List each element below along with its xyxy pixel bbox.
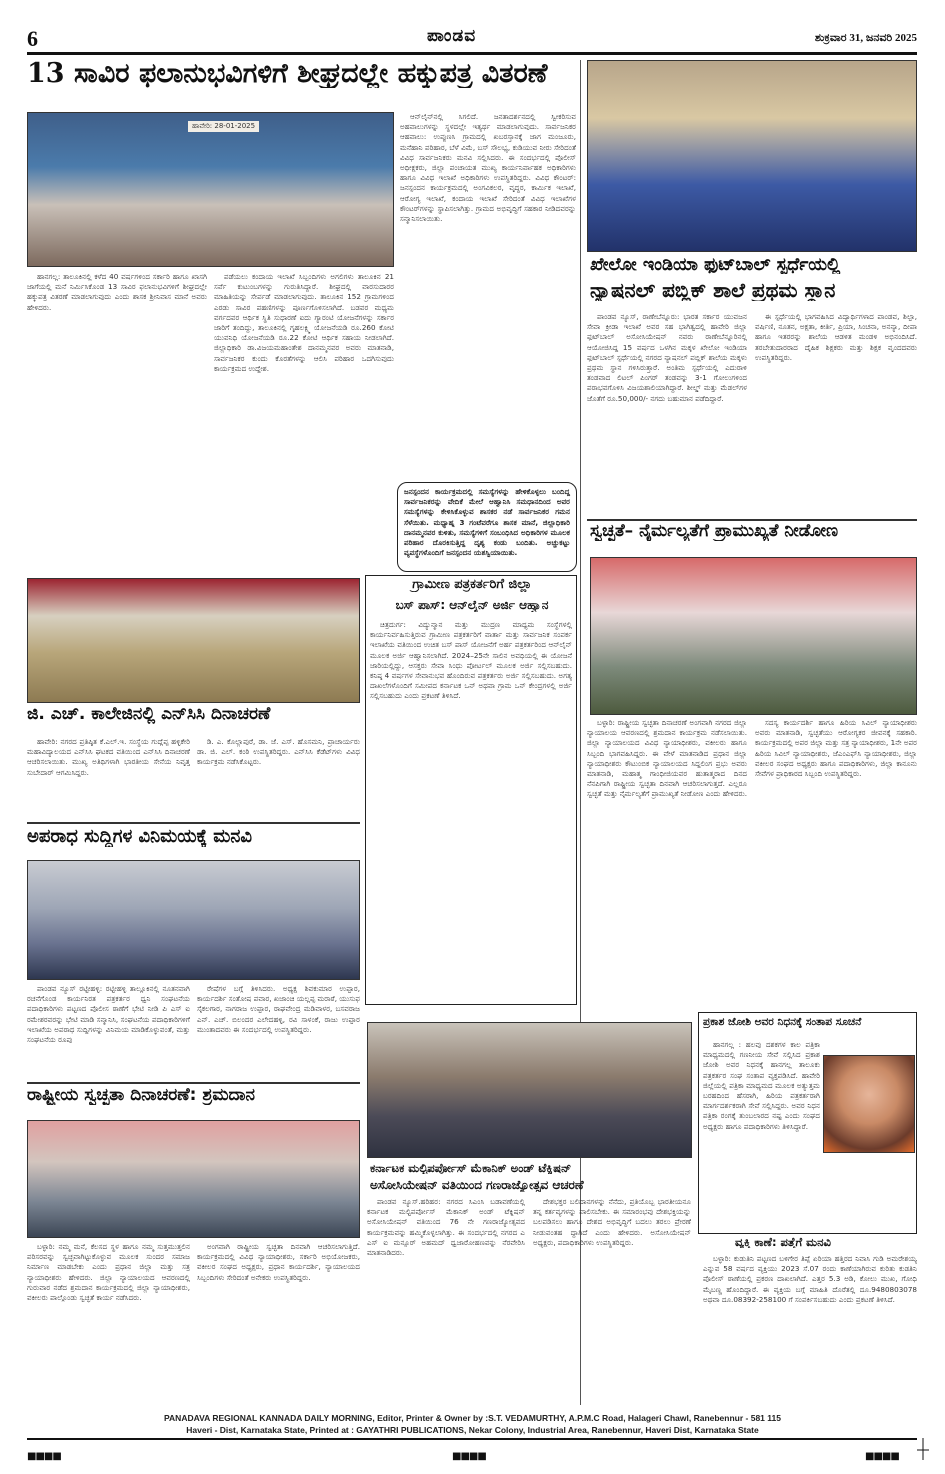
main-headline: 13 ಸಾವಿರ ಫಲಾನುಭವಿಗಳಿಗೆ ಶೀಘ್ರದಲ್ಲೇ ಹಕ್ಕುಪತ್ರ ವಿತರಣೆ	[27, 60, 548, 89]
ncc-headline: ಜಿ. ಎಚ್. ಕಾಲೇಜಿನಲ್ಲಿ ಎನ್‌ಸಿಸಿ ದಿನಾಚರಣೆ	[27, 706, 271, 724]
masthead-rule	[27, 52, 917, 55]
republic-day-body-col1	[367, 1197, 525, 1407]
republic-day-body-col2	[533, 1197, 691, 1407]
section-divider	[587, 519, 917, 521]
shramadana-body-col1	[27, 1242, 190, 1407]
ncc-body-col1	[27, 737, 190, 817]
issue-date: ಶುಕ್ರವಾರ 31, ಜನವರಿ 2025	[814, 32, 917, 44]
cleanliness-body-col2-text: ಸದಸ್ಯ ಕಾರ್ಯದರ್ಶಿ ಹಾಗೂ ಹಿರಿಯ ಸಿವಿಲ್ ನ್ಯಾಯಾಧೀಶರು ಅವರು ಮಾತನಾಡಿ, ಸ್ವಚ್ಛತೆಯು ಆರೋಗ್ಯಕರ ಜೀವನಕ್ಕೆ ಸಹಕಾರಿ. ಕಾರ್ಯಕ್ರಮದಲ್ಲಿ ಅಪರ ಜಿಲ್ಲಾ ಮತ್ತು ಸತ್ರ ನ್ಯಾಯಾಧೀಶರು, 1ನೇ ಅಪರ ಹಿರಿಯ ಸಿವಿಲ್ ನ್ಯಾಯಾಧೀಶರು, ಜೆಎಂಎಫ್‌ಸಿ ನ್ಯಾಯಾಧೀಶರು, ಜಿಲ್ಲಾ ವಕೀಲರ ಸಂಘದ ಅಧ್ಯಕ್ಷರು ಹಾಗೂ ಪದಾಧಿಕಾರಿಗಳು, ಜಿಲ್ಲಾ ಕಾನೂನು ಸೇವೆಗಳ ಪ್ರಾಧಿಕಾರದ ಸಿಬ್ಬಂದಿ ಉಪಸ್ಥಿತರಿದ್ದರು.	[755, 718, 917, 779]
cleanliness-body-col1-text: ಬಳ್ಳಾರಿ: ರಾಷ್ಟ್ರೀಯ ಸ್ವಚ್ಛತಾ ದಿನಾಚರಣೆ ಅಂಗವಾಗಿ ನಗರದ ಜಿಲ್ಲಾ ನ್ಯಾಯಾಲಯ ಆವರಣದಲ್ಲಿ ಶ್ರಮದಾನ ಕಾರ್ಯಕ್ರಮ ನಡೆಸಲಾಯಿತು. ಜಿಲ್ಲಾ ನ್ಯಾಯಾಲಯದ ವಿವಿಧ ನ್ಯಾಯಾಧೀಶರು, ವಕೀಲರು ಹಾಗೂ ಸಿಬ್ಬಂದಿ ಭಾಗವಹಿಸಿದ್ದರು. ಈ ವೇಳೆ ಮಾತನಾಡಿದ ಪ್ರಧಾನ ಜಿಲ್ಲಾ ನ್ಯಾಯಾಧೀಶರು ಕೌಟುಂಬಿಕ ನ್ಯಾಯಾಲಯದ ಸಿದ್ದಲಿಂಗ ಪ್ರಭು ಅವರು ಮಾತನಾಡಿ, ಮಹಾತ್ಮ ಗಾಂಧೀಜಿಯವರ ಹುತಾತ್ಮರಾದ ದಿನದ ನೆನಪಿಗಾಗಿ ರಾಷ್ಟ್ರೀಯ ಸ್ವಚ್ಛತಾ ದಿನವಾಗಿ ಆಚರಿಸಲಾಗುತ್ತದೆ. ಎಲ್ಲರೂ ಸ್ವಚ್ಛತೆ ಮತ್ತು ನೈರ್ಮಲ್ಯತೆಗೆ ಪ್ರಾಮುಖ್ಯತೆ ನೀಡೋಣ ಎಂದು ಹೇಳಿದರು.	[587, 718, 747, 799]
crime-news-photo	[27, 860, 360, 980]
condolence-body	[703, 1040, 820, 1160]
main-article-col3	[400, 112, 576, 480]
newspaper-name: ಪಾಂಡವ	[427, 26, 477, 46]
main-article-col3-text: ಆನ್‌ಲೈನ್‌ನಲ್ಲಿ ಸಿಗಲಿದೆ. ಜನತಾದರ್ಶನದಲ್ಲಿ ಸ್ವೀಕರಿಸುವ ಅಹವಾಲುಗಳನ್ನು ಸ್ಥಳದಲ್ಲೇ ಇತ್ಯರ್ಥ ಮಾಡಲಾಗುವುದು. ಸಾರ್ವಜನಿಕರ ಆಹವಾಲು: ಉಪ್ಪುಣಸಿ ಗ್ರಾಮದಲ್ಲಿ ಖಬರಸ್ತಾನಕ್ಕೆ ಜಾಗ ಮಂಜೂರು, ಮನೆಹಾನಿ ಪರಿಹಾರ, ಬೆಳೆ ವಿಮೆ, ಬಸ್ ಸೌಲಭ್ಯ, ಕುಡಿಯುವ ನೀರು ಸೇರಿದಂತೆ ವಿವಿಧ ಸಾರ್ವಜನಿಕರು ಮನವಿ ಸಲ್ಲಿಸಿದರು. ಈ ಸಂದರ್ಭದಲ್ಲಿ ಪೊಲೀಸ್ ಅಧೀಕ್ಷಕರು, ಜಿಲ್ಲಾ ಪಂಚಾಯತ ಮುಖ್ಯ ಕಾರ್ಯನಿರ್ವಾಹಕ ಅಧಿಕಾರಿಗಳು ಹಾಗೂ ವಿವಿಧ ಇಲಾಖೆ ಅಧಿಕಾರಿಗಳು ಉಪಸ್ಥಿತರಿದ್ದರು. ವಿವಿಧ ಕೌಂಟರ್: ಜನಸ್ಪಂದನ ಕಾರ್ಯಕ್ರಮದಲ್ಲಿ ಅಂಗವಿಕಲರ, ವೃದ್ಧರ, ಕಾರ್ಮಿಕ ಇಲಾಖೆ, ಆರೋಗ್ಯ ಇಲಾಖೆ, ಕಂದಾಯ ಇಲಾಖೆ ಸೇರಿದಂತೆ ವಿವಿಧ ಇಲಾಖೆಗಳ ಕೌಂಟರ್‌ಗಳನ್ನು ಸ್ಥಾಪಿಸಲಾಗಿತ್ತು. ಗ್ರಾಮದ ಅಭಿವೃದ್ಧಿಗೆ ಸಹಕಾರ ನೀಡಿದವರನ್ನು ಸನ್ಮಾನಿಸಲಾಯಿತು.	[400, 112, 576, 224]
missing-person-body-text: ಬಳ್ಳಾರಿ: ಕುಡುತಿನಿ ಪಟ್ಟಣದ ಬಳಿಗೇರ ತಿಪ್ಪೆ ಏರಿಯಾ ಹತ್ತಿರದ ನಿವಾಸಿ ಗುಡಿ ಅಮರೇಶಯ್ಯ ಎನ್ನುವ 58 ವರ್ಷದ ವ್ಯಕ್ತಿಯು 2023 ಸೆ.07 ರಂದು ಕಾಣೆಯಾಗಿರುವ ಕುರಿತು ಕುಡತಿನಿ ಪೊಲೀಸ್ ಠಾಣೆಯಲ್ಲಿ ಪ್ರಕರಣ ದಾಖಲಾಗಿದೆ. ಎತ್ತರ 5.3 ಅಡಿ, ಕೋಲು ಮುಖ, ಗೋಧಿ ಮೈಬಣ್ಣ ಹೊಂದಿದ್ದಾರೆ. ಈ ವ್ಯಕ್ತಿಯ ಬಗ್ಗೆ ಮಾಹಿತಿ ದೊರೆತಲ್ಲಿ ದೂ.9480803078 ಅಥವಾ ದೂ.08392-258100 ಗೆ ಸಂಪರ್ಕಿಸಬಹುದು ಎಂದು ಪ್ರಕಟಣೆ ತಿಳಿಸಿದೆ.	[703, 1254, 917, 1304]
ncc-group-photo	[27, 578, 360, 703]
crop-mark-icon	[917, 1438, 929, 1460]
main-article-col2-text: ಪಡೆಯಲು ಕಂದಾಯ ಇಲಾಖೆ ಸಿಬ್ಬಂದಿಗಳು ಅಗಲಿಗಳು ತಾಲೂಕಿನ 21 ಸರ್ವೆ ಕುಟುಂಬಗಳನ್ನು ಗುರುತಿಸಿದ್ದಾರೆ. ಶೀಘ್ರದಲ್ಲಿ ವಾರಸುದಾರರ ಮಾಹಿತಿಯನ್ನು ಸೇರ್ಪಡೆ ಮಾಡಲಾಗುವುದು. ತಾಲೂಕಿನ 152 ಗ್ರಾಮಗಳಿಂದ ಎರಡು ಸಾವಿರ ಪಹಣಿಗಳನ್ನು ಪೂರ್ಣಗೊಳಿಸಲಾಗಿದೆ. ಬಡವರ ಮಧ್ಯಮ ವರ್ಗದವರ ಆರ್ಥಿಕ ಸ್ಥಿತಿ ಸುಧಾರಣೆ ಐದು ಗ್ಯಾರಂಟಿ ಯೋಜನೆಗಳನ್ನು ಸರ್ಕಾರ ಜಾರಿಗೆ ತಂದಿದ್ದು, ತಾಲೂಕಿನಲ್ಲಿ ಗೃಹಲಕ್ಷ್ಮಿ ಯೋಜನೆಯಡಿ ರೂ.260 ಕೋಟಿ ಯುವನಿಧಿ ಯೋಜನೆಯಡಿ ರೂ.22 ಕೋಟಿ ಆರ್ಥಿಕ ಸಹಾಯ ನೀಡಲಾಗಿದೆ. ಜಿಲ್ಲಾಧಿಕಾರಿ ಡಾ.ವಿಜಯಮಹಾಂತೇಶ ದಾನಮ್ಮನವರ ಅವರು ಮಾತನಾಡಿ, ಸಾರ್ವಜನಿಕರ ಕುಂದು ಕೊರತೆಗಳನ್ನು ಆಲಿಸಿ ಪರಿಹಾರ ಒದಗಿಸುವುದು ಕಾರ್ಯಕ್ರಮದ ಉದ್ದೇಶ.	[214, 272, 394, 373]
crime-news-body-col1	[27, 984, 190, 1079]
shramadana-photo	[27, 1120, 360, 1238]
football-team-photo	[587, 60, 917, 252]
cleanliness-photo	[590, 557, 917, 715]
cleanliness-body-col1	[587, 718, 747, 1008]
registration-mark-center: ■■■■	[452, 1451, 486, 1462]
page-number: 6	[27, 26, 38, 51]
imprint-line1: PANADAVA REGIONAL KANNADA DAILY MORNING, Editor, Printer & Owner by :S.T. VEDAMURTHY, A.P.M.C Road, Halageri Chawl, Ranebennur - 581 115	[164, 1413, 781, 1423]
republic-day-body-col1-text: ಪಾಂಡವ ನ್ಯೂಸ್.ಹರಿಹರ: ನಗರದ ಸಿಎಂಸಿ ಬಡಾವಣೆಯಲ್ಲಿ ಕರ್ನಾಟಕ ಮಲ್ಟಿಪರ್ಪೋಸ್ ಮೆಕಾನಿಕ್ ಅಂಡ್ ಟೆಕ್ನಿಷನ್ ಅಸೋಸಿಯೇಷನ್ ವತಿಯಿಂದ 76 ನೇ ಗಣರಾಜ್ಯೋತ್ಸವದ ಕಾರ್ಯಕ್ರಮವನ್ನು ಹಮ್ಮಿಕೊಳ್ಳಲಾಗಿತ್ತು. ಈ ಸಂದರ್ಭದಲ್ಲಿ ನಗರದ ಎ ಎಸ್ ಐ ಮನ್ಸೂರ್ ಅಹಮದ್ ಧ್ವಜಾರೋಹಣವನ್ನು ನೆರವೇರಿಸಿ ಮಾತನಾಡಿದರು.	[367, 1197, 525, 1258]
ncc-body-col1-text: ಹಾವೇರಿ: ನಗರದ ಪ್ರತಿಷ್ಠಿತ ಕೆ.ಎಲ್.ಇ. ಸಂಸ್ಥೆಯ ಗುದ್ಲೆಪ್ಪ ಹಳ್ಳಿಕೇರಿ ಮಹಾವಿದ್ಯಾಲಯದ ಎನ್‌ಸಿಸಿ ಘಟಕದ ವತಿಯಿಂದ ಎನ್‌ಸಿಸಿ ದಿನಾಚರಣೆ ಆಚರಿಸಲಾಯಿತು. ಮುಖ್ಯ ಅತಿಥಿಗಳಾಗಿ ಭಾರತೀಯ ಸೇನೆಯ ನಿವೃತ್ತ ಸುಬೇದಾರ್ ಆಗಮಿಸಿದ್ದರು.	[27, 737, 190, 777]
photo-banner-date: ಹಾವೇರಿ: 28-01-2025	[188, 121, 259, 132]
main-article-boxed-note	[397, 482, 577, 572]
main-article-lead: ಹಾನಗಲ್ಲ: ತಾಲೂಕಿನಲ್ಲಿ ಕಳೆದ 40 ವರ್ಷಗಳಿಂದ ಸರ್ಕಾರಿ ಹಾಗೂ ಖಾಸಗಿ ಜಾಗೆಯಲ್ಲಿ ಮನೆ ನಿರ್ಮಿಸಿಕೊಂಡ 13 ಸಾವಿರ ಫಲಾನುಭವಿಗಳಿಗೆ ಶೀಘ್ರದಲ್ಲೇ ಹಕ್ಕುಪತ್ರ ವಿತರಣೆ ಮಾಡಲಾಗುವುದು ಎಂದು ಶಾಸಕ ಶ್ರೀನಿವಾಸ ಮಾನೆ ಅವರು ಹೇಳಿದರು.	[27, 272, 207, 312]
condolence-headline: ಪ್ರಕಾಶ ಜೋಶಿ ಅವರ ನಿಧನಕ್ಕೆ ಸಂತಾಪ ಸೂಚನೆ	[703, 1017, 862, 1028]
main-article-col1	[27, 272, 207, 502]
bus-pass-headline-line2: ಬಸ್ ಪಾಸ್: ಆನ್‌ಲೈನ್ ಅರ್ಜಿ ಆಹ್ವಾನ	[395, 599, 549, 612]
crime-news-body-col1-text: ಪಾಂಡವ ನ್ಯೂಸ್ ರಟ್ಟೀಹಳ್ಳಿ: ರಟ್ಟೀಹಳ್ಳಿ ತಾಲ್ಲೂಕಿನಲ್ಲಿ ನೂತನವಾಗಿ ರಚನೆಗೊಂಡ ಕಾರ್ಯನಿರತ ಪತ್ರಕರ್ತರ ಧ್ವನಿ ಸಂಘಟನೆಯ ಪದಾಧಿಕಾರಿಗಳು ಪಟ್ಟಣದ ಪೊಲೀಸ ಠಾಣೆಗೆ ಭೇಟಿ ನೀಡಿ ಪಿ ಎಸ್ ಐ ರಮೇಶರವರನ್ನು ಭೇಟಿ ಮಾಡಿ ಸನ್ಮಾನಿಸಿ, ಸಂಘಟನೆಯ ಪದಾಧಿಕಾರಿಗಳಿಗೆ ಇಲಾಖೆಯ ಅಪರಾಧ ಸುದ್ದಿಗಳನ್ನು ವಿನಿಮಯ ಮಾಡಿಕೊಳ್ಳುವಂತೆ, ಮತ್ತು ಸಂಘಟನೆಯ ರೂಪು	[27, 984, 190, 1045]
crime-news-body-col2	[197, 984, 360, 1079]
footer-rule	[27, 1438, 917, 1440]
section-divider	[27, 1082, 360, 1084]
football-body-col2-text: ಈ ಸ್ಪರ್ಧೆಯಲ್ಲಿ ಭಾಗವಹಿಸಿದ ವಿದ್ಯಾರ್ಥಿಗಳಾದ ಪಾಂಡವ, ಶಿಲ್ಪಾ, ವರ್ಷಿಣಿ, ನೂತನ, ಅಕ್ಷತಾ, ಕೀರ್ತಿ, ಪ್ರಿಯಾ, ಸಿಂಚನಾ, ಅನನ್ಯಾ, ದೀಪಾ ಹಾಗೂ ಇತರರನ್ನು ಶಾಲೆಯ ಆಡಳಿತ ಮಂಡಳಿ ಅಭಿನಂದಿಸಿದೆ. ತರಬೇತುದಾರರಾದ ದೈಹಿಕ ಶಿಕ್ಷಕರು ಮತ್ತು ಶಿಕ್ಷಕ ವೃಂದದವರು ಉಪಸ್ಥಿತರಿದ್ದರು.	[755, 312, 917, 362]
masthead	[27, 26, 917, 51]
main-article-photo	[27, 112, 394, 267]
condolence-body-text: ಹಾನಗಲ್ಲ : ಹಲವು ದಶಕಗಳ ಕಾಲ ಪತ್ರಿಕಾ ಮಾಧ್ಯಮದಲ್ಲಿ ಗಣನೀಯ ಸೇವೆ ಸಲ್ಲಿಸಿದ ಪ್ರಕಾಶ ಜೋಶಿ ಅವರ ನಿಧನಕ್ಕೆ ಹಾನಗಲ್ಲ ತಾಲೂಕು ಪತ್ರಕರ್ತರ ಸಂಘ ಸಂತಾಪ ವ್ಯಕ್ತಪಡಿಸಿದೆ. ಹಾವೇರಿ ಜಿಲ್ಲೆಯಲ್ಲಿ ಪತ್ರಿಕಾ ಮಾಧ್ಯಮದ ಮೂಲಕ ಅತ್ಯುತ್ತಮ ಬರಹದಿಂದ ಹೆಸರಾಗಿ, ಹಿರಿಯ ಪತ್ರಕರ್ತರಾಗಿ ಮಾರ್ಗದರ್ಶಕರಾಗಿ ಸೇವೆ ಸಲ್ಲಿಸಿದ್ದರು. ಅವರ ನಿಧನ ಪತ್ರಿಕಾ ರಂಗಕ್ಕೆ ತುಂಬಲಾರದ ನಷ್ಟ ಎಂದು ಸಂಘದ ಅಧ್ಯಕ್ಷರು ಹಾಗೂ ಪದಾಧಿಕಾರಿಗಳು ತಿಳಿಸಿದ್ದಾರೆ.	[703, 1040, 820, 1131]
main-article-col2	[214, 272, 394, 572]
ncc-body-col2-text: ಡಿ. ಎ. ಕೊಲ್ಲಾಪುರೆ, ಡಾ. ಜೆ. ಎಸ್. ಹೊಸಮನಿ, ಪ್ರಾಚಾರ್ಯರು ಡಾ. ಜಿ. ಎಲ್. ಕಂಠಿ ಉಪಸ್ಥಿತರಿದ್ದರು. ಎನ್‌ಸಿಸಿ ಕೆಡೆಟ್‌ಗಳು ವಿವಿಧ ಕಾರ್ಯಕ್ರಮ ನಡೆಸಿಕೊಟ್ಟರು.	[197, 737, 360, 767]
football-body-col2	[755, 312, 917, 517]
section-divider	[27, 822, 360, 824]
republic-day-headline-line2: ಅಸೋಸಿಯೇಷನ್ ವತಿಯಿಂದ ಗಣರಾಜ್ಯೋತ್ಸವ ಆಚರಣೆ	[370, 1179, 584, 1192]
republic-day-photo	[367, 1022, 692, 1158]
football-body-col1-text: ಪಾಂಡವ ನ್ಯೂಸ್, ರಾಣೇಬೆನ್ನೂರು: ಭಾರತ ಸರ್ಕಾರ ಯುವಜನ ಸೇವಾ ಕ್ರೀಡಾ ಇಲಾಖೆ ಅವರ ಸಹ ಭಾಗಿತ್ವದಲ್ಲಿ ಹಾವೇರಿ ಜಿಲ್ಲಾ ಫುಟ್‌ಬಾಲ್ ಅಸೋಸಿಯೇಷನ್ ನವರು ರಾಣೇಬೆನ್ನೂರಿನಲ್ಲಿ ಆಯೋಜಿಸಿದ್ದ 15 ವರ್ಷದ ಒಳಗಿನ ಮಕ್ಕಳ ಖೇಲೋ ಇಂಡಿಯಾ ಫುಟ್‌ಬಾಲ್ ಸ್ಪರ್ಧೆಯಲ್ಲಿ ನಗರದ ನ್ಯಾಷನಲ್ ಪಬ್ಲಿಕ್ ಶಾಲೆಯ ಮಕ್ಕಳು ಪ್ರಥಮ ಸ್ಥಾನ ಗಳಿಸಿರುತ್ತಾರೆ. ಅಂತಿಮ ಸ್ಪರ್ಧೆಯಲ್ಲಿ ಎದುರಾಳಿ ತಂಡವಾದ ಲಿಟಲ್ ಪಿಂಗರ್ ತಂಡವನ್ನು 3-1 ಗೋಲುಗಳಿಂದ ಪರಾಭವಗೊಳಿಸಿ ವಿಜಯಶಾಲಿಯಾಗಿದ್ದಾರೆ. ಶೀಲ್ಡ್ ಮತ್ತು ಮೆಡಲ್‌ಗಳ ಜೊತೆಗೆ ರೂ.50,000/- ನಗದು ಬಹುಮಾನ ಪಡೆದಿದ್ದಾರೆ.	[587, 312, 747, 403]
shramadana-body-col1-text: ಬಳ್ಳಾರಿ: ನಮ್ಮ ಮನೆ, ಕೆಲಸದ ಸ್ಥಳ ಹಾಗೂ ನಮ್ಮ ಸುತ್ತಮುತ್ತಲಿನ ಪರಿಸರವನ್ನು ಸ್ವಚ್ಛವಾಗಿಟ್ಟುಕೊಳ್ಳುವ ಮೂಲಕ ಸುಂದರ ಸಮಾಜ ನಿರ್ಮಾಣ ಮಾಡಬೇಕು ಎಂದು ಪ್ರಧಾನ ಜಿಲ್ಲಾ ಮತ್ತು ಸತ್ರ ನ್ಯಾಯಾಧೀಶರು ಹೇಳಿದರು. ಜಿಲ್ಲಾ ನ್ಯಾಯಾಲಯದ ಆವರಣದಲ್ಲಿ ಗುರುವಾರ ನಡೆದ ಶ್ರಮದಾನ ಕಾರ್ಯಕ್ರಮದಲ್ಲಿ ಜಿಲ್ಲಾ ನ್ಯಾಯಾಧೀಶರು, ವಕೀಲರು ಪಾಲ್ಗೊಂಡು ಸ್ವಚ್ಛತೆ ಕಾರ್ಯ ನಡೆಸಿದರು.	[27, 1242, 190, 1303]
shramadana-body-col2	[197, 1242, 360, 1407]
bus-pass-headline-line1: ಗ್ರಾಮೀಣ ಪತ್ರಕರ್ತರಿಗೆ ಜಿಲ್ಲಾ	[412, 578, 532, 592]
imprint-line2: Haveri - Dist, Karnataka State, Printed at : GAYATHRI PUBLICATIONS, Nekar Colony, Industrial Area, Ranebennur, Haveri Dist, Karnataka State	[186, 1425, 759, 1435]
ncc-body-col2	[197, 737, 360, 817]
boxed-note-text: ಜನಸ್ಪಂದನ ಕಾರ್ಯಕ್ರಮದಲ್ಲಿ ಸಮಸ್ಯೆಗಳನ್ನು ಹೇಳಿಕೊಳ್ಳಲು ಬಂದಿದ್ದ ಸಾರ್ವಜನಿಕರನ್ನು ವೇದಿಕೆ ಮೇಲೆ ಆಹ್ವಾನಿಸಿ ಸಮಧಾನದಿಂದ ಅವರ ಸಮಸ್ಯೆಗಳನ್ನು ಕೇಳಿಸಿಕೊಳ್ಳುವ ಶಾಸಕರ ನಡೆ ಸಾರ್ವಜನಿಕರ ಗಮನ ಸೆಳೆಯಿತು. ಮಧ್ಯಾಹ್ನ 3 ಗಂಟೆವರೆಗೂ ಶಾಸಕ ಮಾನೆ, ಜಿಲ್ಲಾಧಿಕಾರಿ ದಾನಮ್ಮನವರ ಕುಳಿತು, ಸಮಸ್ಯೆಗಳಿಗೆ ಸಂಬಂಧಿಸಿದ ಅಧಿಕಾರಿಗಳ ಮೂಲಕ ಪರಿಹಾರ ದೊರಕಿಸುತ್ತಿದ್ದ ದೃಶ್ಯ ಕಂಡು ಬಂದಿತು. ಅಚ್ಚುಕಟ್ಟು ವ್ಯವಸ್ಥೆಗಳೊಂದಿಗೆ ಜನಸ್ಪಂದನ ಯಶಸ್ವಿಯಾಯಿತು.	[404, 487, 570, 558]
missing-person-headline: ವ್ಯಕ್ತಿ ಕಾಣೆ: ಪತ್ತೆಗೆ ಮನವಿ	[735, 1236, 831, 1249]
crime-news-headline: ಅಪರಾಧ ಸುದ್ದಿಗಳ ವಿನಿಮಯಕ್ಕೆ ಮನವಿ	[27, 828, 253, 847]
registration-mark-left: ■■■■	[27, 1451, 61, 1462]
shramadana-body-col2-text: ಅಂಗವಾಗಿ ರಾಷ್ಟ್ರೀಯ ಸ್ವಚ್ಛತಾ ದಿನವಾಗಿ ಆಚರಿಸಲಾಗುತ್ತಿದೆ. ಕಾರ್ಯಕ್ರಮದಲ್ಲಿ ವಿವಿಧ ನ್ಯಾಯಾಧೀಶರು, ಸರ್ಕಾರಿ ಅಭಿಯೋಜಕರು, ವಕೀಲರ ಸಂಘದ ಅಧ್ಯಕ್ಷರು, ಪ್ರಧಾನ ಕಾರ್ಯದರ್ಶಿ, ನ್ಯಾಯಾಲಯದ ಸಿಬ್ಬಂದಿಗಳು ಸೇರಿದಂತೆ ಅನೇಕರು ಉಪಸ್ಥಿತರಿದ್ದರು.	[197, 1242, 360, 1282]
football-headline-line2: ನ್ಯಾಷನಲ್ ಪಬ್ಲಿಕ್ ಶಾಲೆ ಪ್ರಥಮ ಸ್ಥಾನ	[590, 280, 836, 301]
shramadana-headline: ರಾಷ್ಟ್ರೀಯ ಸ್ವಚ್ಛತಾ ದಿನಾಚರಣೆ: ಶ್ರಮದಾನ	[27, 1087, 255, 1105]
bus-pass-body-text: ಚಿತ್ರದುರ್ಗ: ವಿದ್ಯುನ್ಮಾನ ಮತ್ತು ಮುದ್ರಣ ಮಾಧ್ಯಮ ಸಂಸ್ಥೆಗಳಲ್ಲಿ ಕಾರ್ಯನಿರ್ವಹಿಸುತ್ತಿರುವ ಗ್ರಾಮೀಣ ಪತ್ರಕರ್ತರಿಗೆ ವಾರ್ತಾ ಮತ್ತು ಸಾರ್ವಜನಿಕ ಸಂಪರ್ಕ ಇಲಾಖೆಯ ವತಿಯಿಂದ ಉಚಿತ ಬಸ್ ಪಾಸ್ ಯೋಜನೆಗೆ ಅರ್ಹ ಪತ್ರಕರ್ತರಿಂದ ಆನ್‌ಲೈನ್ ಮೂಲಕ ಅರ್ಜಿ ಆಹ್ವಾನಿಸಲಾಗಿದೆ. 2024–25ನೇ ಸಾಲಿನ ಅವಧಿಯಲ್ಲಿ ಈ ಯೋಜನೆ ಜಾರಿಯಲ್ಲಿದ್ದು, ಆಸಕ್ತರು ಸೇವಾ ಸಿಂಧು ಪೋರ್ಟಲ್ ಮೂಲಕ ಅರ್ಜಿ ಸಲ್ಲಿಸಬಹುದು. ಕನಿಷ್ಠ 4 ವರ್ಷಗಳ ಸೇವಾನುಭವ ಹೊಂದಿರುವ ಪತ್ರಕರ್ತರು ಅರ್ಜಿ ಸಲ್ಲಿಸಬಹುದು. ಅಗತ್ಯ ದಾಖಲೆಗಳೊಂದಿಗೆ ಸಮೀಪದ ಕರ್ನಾಟಕ ಒನ್ ಅಥವಾ ಗ್ರಾಮ ಒನ್ ಕೇಂದ್ರಗಳಲ್ಲಿ ಅರ್ಜಿ ಸಲ್ಲಿಸಬಹುದು ಎಂದು ಪ್ರಕಟಣೆ ತಿಳಿಸಿದೆ.	[370, 620, 572, 701]
cleanliness-headline: ಸ್ವಚ್ಛತೆ– ನೈರ್ಮಲ್ಯತೆಗೆ ಪ್ರಾಮುಖ್ಯತೆ ನೀಡೋಣ	[590, 523, 839, 541]
missing-person-body	[703, 1254, 917, 1406]
crime-news-body-col2-text: ರೇಷೆಗಳ ಬಗ್ಗೆ ತಿಳಿಸಿದರು. ಅಧ್ಯಕ್ಷ ಶಿವಕುಮಾರ ಉಪ್ಪಾರ, ಕಾರ್ಯದರ್ಶಿ ಸಂತೋಷ ಪವಾರ, ಖಜಾಂಚಿ ಯಲ್ಲಪ್ಪ ಮರಾಠೆ, ಯುಸುಫ ಸೈಕಲಗಾರ, ನಾಗರಾಜ ಉಪ್ಪಾರ, ರಾಘವೇಂದ್ರ ಮಡಿವಾಳರ, ಬಸವರಾಜ ಎನ್. ಎಚ್. ಬಿಲಂದರ ಎಲೇದಹಳ್ಳಿ, ರವಿ ಸಾಳಂಕೆ, ರಾಜು ಉಪ್ಪಾರ ಮುಂತಾದವರು ಈ ಸಂದರ್ಭದಲ್ಲಿ ಉಪಸ್ಥಿತರಿದ್ದರು.	[197, 984, 360, 1034]
cleanliness-body-col2	[755, 718, 917, 1008]
republic-day-headline-line1: ಕರ್ನಾಟಕ ಮಲ್ಟಿಪರ್ಪೋಸ್ ಮೆಕಾನಿಕ್ ಅಂಡ್ ಟೆಕ್ನಿಷನ್	[370, 1162, 572, 1175]
republic-day-body-col2-text: ದೇಶಭಕ್ತರ ಬಲಿದಾನಗಳನ್ನು ನೆನೆದು, ಪ್ರತಿಯೊಬ್ಬ ಭಾರತೀಯನೂ ತನ್ನ ಕರ್ತವ್ಯಗಳನ್ನು ಪಾಲಿಸಬೇಕು. ಈ ಸಮಾರಂಭವು ದೇಶಭಕ್ತಿಯನ್ನು ಬಲಪಡಿಸಲು ಹಾಗೂ ದೇಶದ ಅಭಿವೃದ್ಧಿಗೆ ಬದಲು ತರಲು ಪ್ರೇರಣೆ ನೀಡುವಂತಹ ದ್ದಾಗಿದೆ ಎಂದು ಹೇಳಿದರು. ಅಸೋಸಿಯೇಷನ್ ಅಧ್ಯಕ್ಷರು, ಪದಾಧಿಕಾರಿಗಳು ಉಪಸ್ಥಿತರಿದ್ದರು.	[533, 1197, 691, 1247]
registration-mark-right: ■■■■	[865, 1451, 899, 1462]
portrait-photo	[823, 1055, 915, 1153]
bus-pass-body	[370, 620, 572, 1000]
football-headline-line1: ಖೇಲೋ ಇಂಡಿಯಾ ಫುಟ್‌ಬಾಲ್ ಸ್ಪರ್ಧೆಯಲ್ಲಿ	[590, 256, 841, 275]
football-body-col1	[587, 312, 747, 517]
